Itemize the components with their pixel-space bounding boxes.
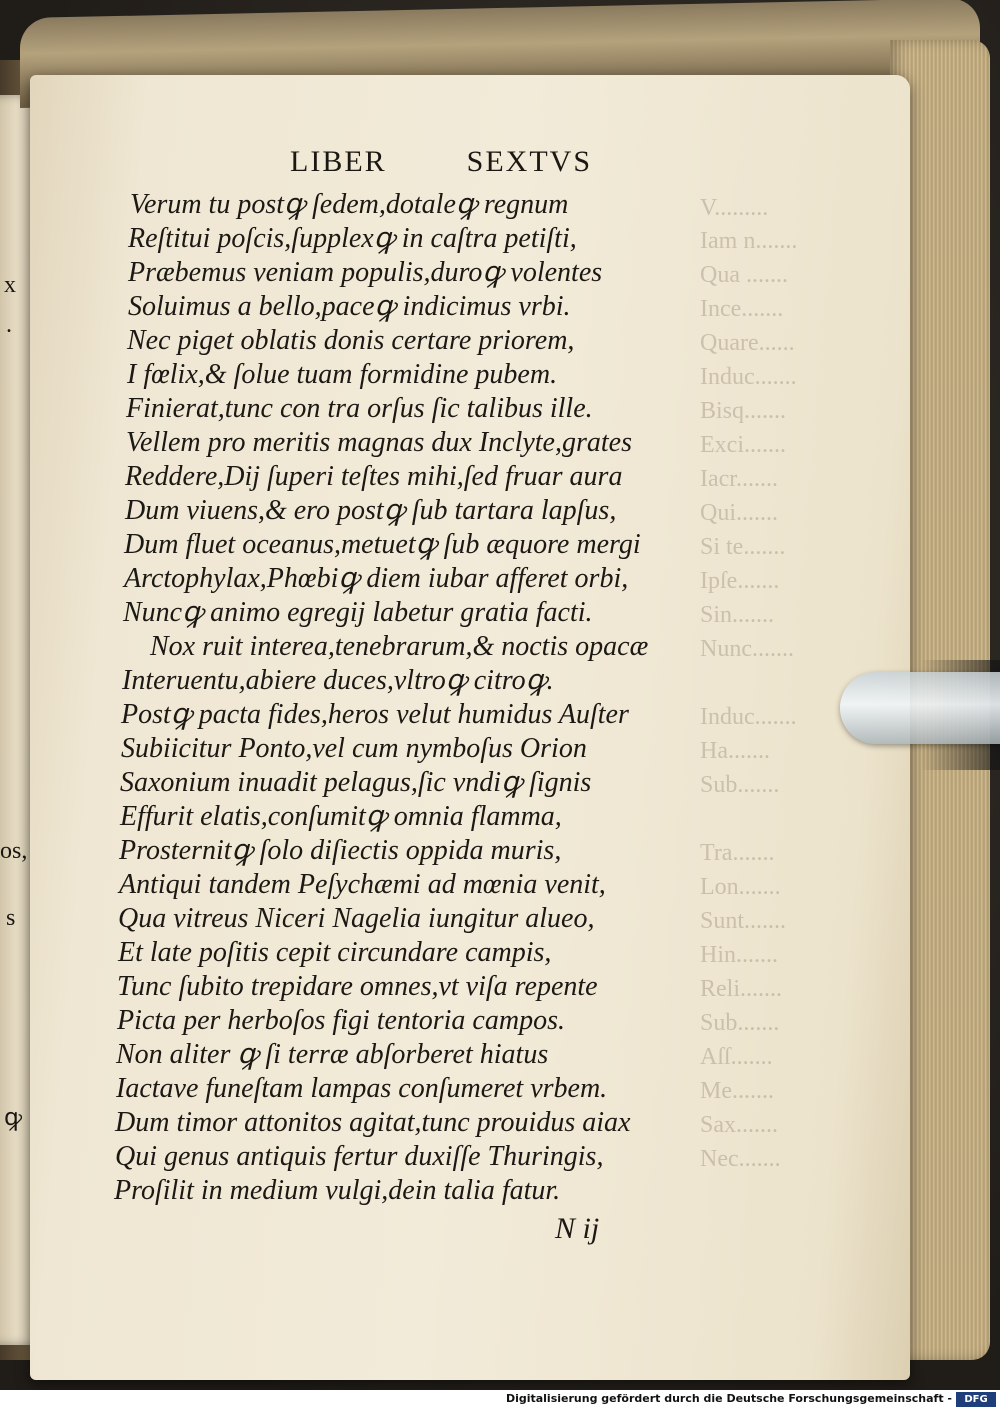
verse-line: Nec piget oblatis donis certare priorem, — [127, 325, 575, 356]
page-holder-clip — [840, 672, 1000, 744]
verse-line: Et late poſitis cepit circundare campis, — [118, 937, 552, 968]
left-page-fragment: s — [6, 905, 16, 931]
running-head — [290, 145, 592, 179]
book-photograph: x . os, s ꝙ V......... Iam n....... Qua ....... Ince....... Quare...... Induc....... Bisq....... Exci....... Iacr....... Qui....... Si te....... Ipſe....... Sin....... Nunc....... Induc....... Ha....... Sub....... Tra....... Lon....... Sunt....... Hin....... Reli....... Sub....... Aſſ....... Me....... Sax....... Nec....... LIBER SEXTVS Verum tu postꝙ ſedem,dotaleꝙ regnum Reſtitui poſcis,ſupplexꝙ in caſtra petiſti, Præbemus veniam populis,duroꝙ volentes Soluimus a bello,paceꝙ indicimus vrbi. Nec piget oblatis donis certare priorem, I fœlix,& ſolue tuam formidine pubem. Finierat,tunc con tra orſus ſic talibus ille. Vellem pro meritis magnas dux Inclyte,grates Reddere,Dij ſuperi teſtes mihi,ſed fruar aura Dum viuens,& ero postꝙ ſub tartara lapſus, Dum fluet oceanus,metuetꝙ ſub æquore mergi Arctophylax,Phœbiꝙ diem iubar afferet orbi, Nuncꝙ animo egregij labetur gratia facti. Nox ruit interea,tenebrarum,& noctis opacæ Interuentu,abiere duces,vltroꝙ citroꝙ. Postꝙ pacta fides,heros velut humidus Auſter Subiicitur Ponto,vel cum nymboſus Orion Saxonium inuadit pelagus,ſic vndiꝙ ſignis Effurit elatis,conſumitꝙ omnia flamma, Prosternitꝙ ſolo diſiectis oppida muris, Antiqui tandem Peſychæmi ad mœnia venit, Qua vitreus Niceri Nagelia iungitur alueo, Et late poſitis cepit circundare campis, Tunc ſubito trepidare omnes,vt viſa repente Picta per herboſos figi tentoria campos. Non aliter ꝙ ſi terræ abſorberet hiatus Iactave funeſtam lampas conſumeret vrbem. Dum timor attonitos agitat,tunc prouidus aiax Qui genus antiquis fertur duxiſſe Thuringis, Proſilit in medium vulgi,dein talia fatur. N ij — [0, 0, 1000, 1390]
verse-line: Nox ruit interea,tenebrarum,& noctis opacæ — [150, 631, 649, 662]
running-head-liber: LIBER — [290, 145, 387, 178]
dfg-logo: DFG — [956, 1392, 996, 1407]
verse-line: Picta per herboſos figi tentoria campos. — [117, 1005, 565, 1036]
verse-line: Arctophylax,Phœbiꝙ diem iubar afferet orbi, — [124, 563, 629, 594]
verse-line: Iactave funeſtam lampas conſumeret vrbem. — [116, 1073, 608, 1104]
verse-line: Soluimus a bello,paceꝙ indicimus vrbi. — [128, 291, 571, 322]
verse-line: Reddere,Dij ſuperi teſtes mihi,ſed fruar aura — [125, 461, 623, 492]
verse-line: Tunc ſubito trepidare omnes,vt viſa repente — [117, 971, 598, 1002]
left-page-fragment: x — [4, 272, 16, 298]
verse-line: Dum viuens,& ero postꝙ ſub tartara lapſus, — [125, 495, 617, 526]
verse-line: Præbemus veniam populis,duroꝙ volentes — [128, 257, 603, 288]
verse-line: Reſtitui poſcis,ſupplexꝙ in caſtra petiſti, — [128, 223, 577, 254]
verse-line: Verum tu postꝙ ſedem,dotaleꝙ regnum — [130, 189, 569, 220]
verse-line: Qui genus antiquis fertur duxiſſe Thuringis, — [115, 1141, 604, 1172]
verse-line: Proſilit in medium vulgi,dein talia fatur. — [114, 1175, 561, 1206]
verse-line: Effurit elatis,conſumitꝙ omnia flamma, — [120, 801, 562, 832]
running-head-sextus: SEXTVS — [466, 145, 593, 178]
left-page-fragment: ꝙ — [4, 1105, 23, 1131]
verse-line: Subiicitur Ponto,vel cum nymboſus Orion — [121, 733, 587, 764]
verse-line: I fœlix,& ſolue tuam formidine pubem. — [127, 359, 558, 390]
verse-line: Interuentu,abiere duces,vltroꝙ citroꝙ. — [122, 665, 554, 696]
verse-line: Non aliter ꝙ ſi terræ abſorberet hiatus — [116, 1039, 549, 1070]
verse-line: Dum fluet oceanus,metuetꝙ ſub æquore mergi — [124, 529, 641, 560]
left-page-fragment: os, — [0, 838, 28, 864]
verse-line: Dum timor attonitos agitat,tunc prouidus aiax — [115, 1107, 631, 1138]
verse-line: Vellem pro meritis magnas dux Inclyte,grates — [126, 427, 632, 458]
footer-bar — [0, 1390, 1000, 1410]
signature-mark: N ij — [555, 1212, 600, 1245]
left-page-fragment: . — [6, 312, 12, 338]
verse-line: Nuncꝙ animo egregij labetur gratia facti. — [123, 597, 593, 628]
funding-credit: Digitalisierung gefördert durch die Deutsche Forschungsgemeinschaft - — [505, 1392, 952, 1405]
verse-line: Finierat,tunc con tra orſus ſic talibus ille. — [126, 393, 593, 424]
verse-line: Qua vitreus Niceri Nagelia iungitur alueo, — [118, 903, 595, 934]
verse-line: Antiqui tandem Peſychæmi ad mœnia venit, — [119, 869, 606, 900]
verse-line: Saxonium inuadit pelagus,ſic vndiꝙ ſignis — [120, 767, 592, 798]
verse-line: Postꝙ pacta fides,heros velut humidus Auſter — [121, 699, 629, 730]
verse-line: Prosternitꝙ ſolo diſiectis oppida muris, — [119, 835, 562, 866]
